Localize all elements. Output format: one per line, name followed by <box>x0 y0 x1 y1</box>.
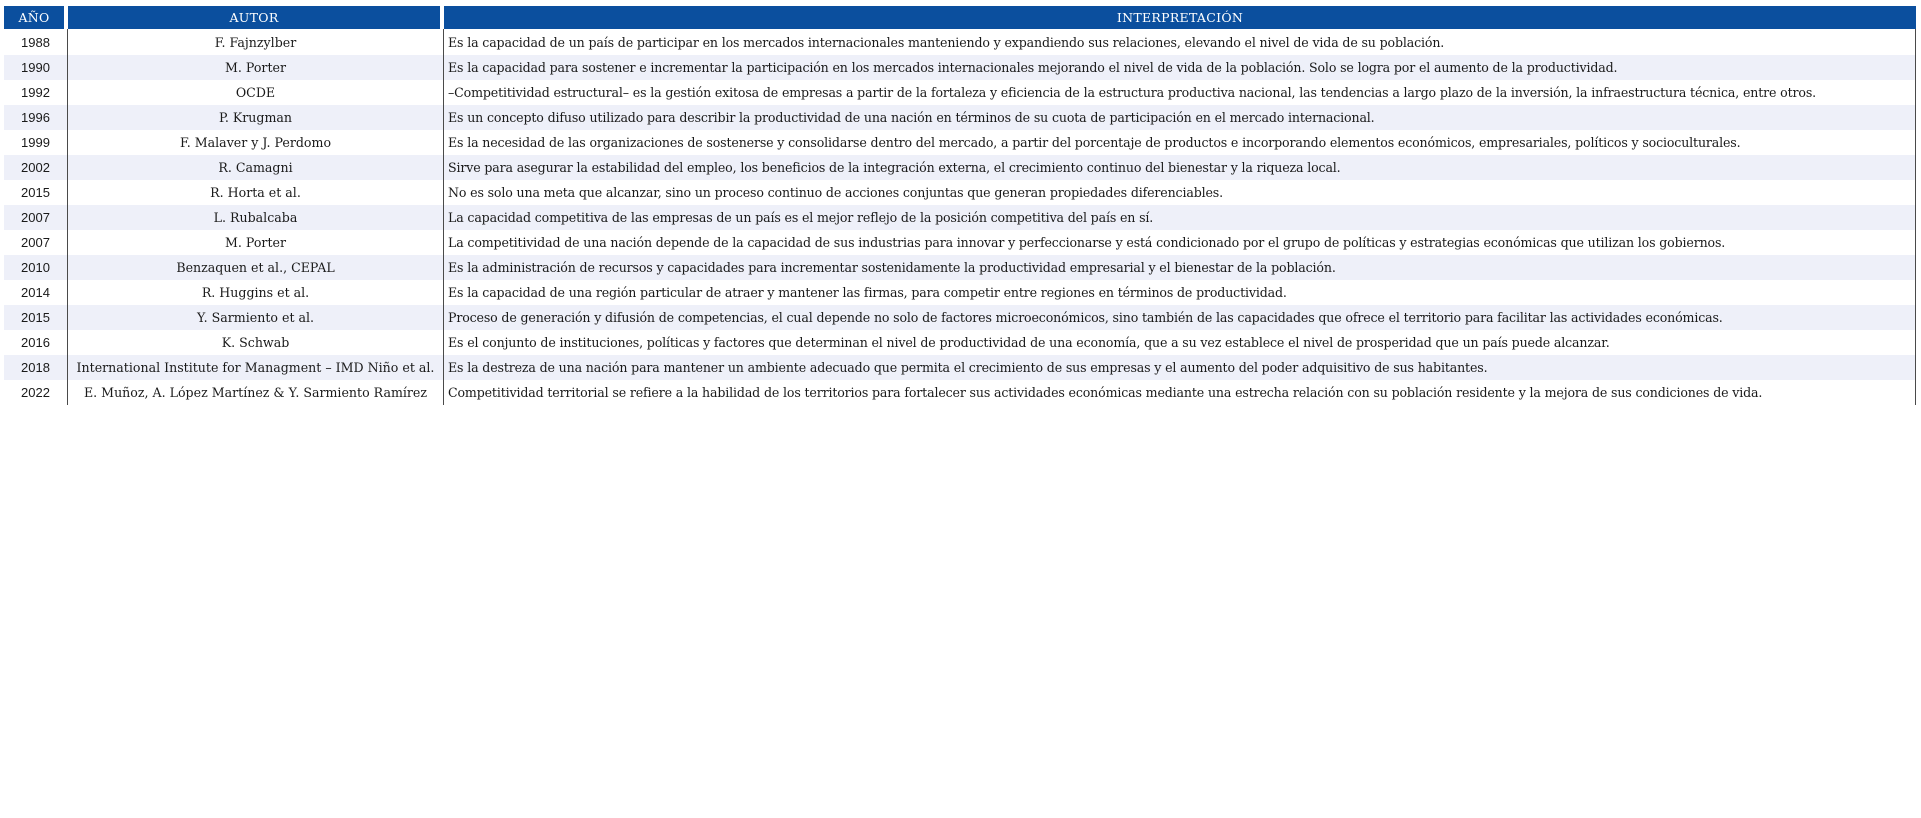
cell-year: 1992 <box>4 80 68 105</box>
cell-interpretation: La capacidad competitiva de las empresas de un país es el mejor reflejo de la posición competitiva del país en sí. <box>444 205 1916 230</box>
cell-interpretation: La competitividad de una nación depende de la capacidad de sus industrias para innovar y perfeccionarse y está condicionado por el grupo de políticas y estrategias económicas que utilizan los gobiernos. <box>444 230 1916 255</box>
table-body <box>4 29 1916 405</box>
table-row <box>4 55 1916 80</box>
cell-year: 2016 <box>4 330 68 355</box>
cell-year: 1999 <box>4 130 68 155</box>
cell-author: Y. Sarmiento et al. <box>68 305 444 330</box>
header-row <box>4 6 1916 29</box>
cell-interpretation: Competitividad territorial se refiere a la habilidad de los territorios para fortalecer sus actividades económicas mediante una estrecha relación con su población residente y la mejora de sus condiciones de vida. <box>444 380 1916 405</box>
cell-year: 1988 <box>4 29 68 55</box>
cell-author: E. Muñoz, A. López Martínez & Y. Sarmiento Ramírez <box>68 380 444 405</box>
competitiveness-definitions-table <box>4 6 1916 405</box>
table-row <box>4 380 1916 405</box>
cell-author: F. Malaver y J. Perdomo <box>68 130 444 155</box>
cell-year: 1990 <box>4 55 68 80</box>
cell-author: P. Krugman <box>68 105 444 130</box>
cell-year: 2002 <box>4 155 68 180</box>
cell-interpretation: No es solo una meta que alcanzar, sino un proceso continuo de acciones conjuntas que generan propiedades diferenciables. <box>444 180 1916 205</box>
cell-author: L. Rubalcaba <box>68 205 444 230</box>
cell-author: R. Huggins et al. <box>68 280 444 305</box>
cell-interpretation: Sirve para asegurar la estabilidad del empleo, los beneficios de la integración externa, el crecimiento continuo del bienestar y la riqueza local. <box>444 155 1916 180</box>
cell-year: 2015 <box>4 305 68 330</box>
table-row <box>4 230 1916 255</box>
header-year: AÑO <box>4 6 68 29</box>
cell-interpretation: Es la capacidad de un país de participar en los mercados internacionales manteniendo y expandiendo sus relaciones, elevando el nivel de vida de su población. <box>444 29 1916 55</box>
cell-interpretation: Proceso de generación y difusión de competencias, el cual depende no solo de factores microeconómicos, sino también de las capacidades que ofrece el territorio para facilitar las actividades económicas. <box>444 305 1916 330</box>
cell-interpretation: Es la administración de recursos y capacidades para incrementar sostenidamente la productividad empresarial y el bienestar de la población. <box>444 255 1916 280</box>
table-row <box>4 205 1916 230</box>
table-row <box>4 305 1916 330</box>
cell-year: 2010 <box>4 255 68 280</box>
cell-year: 2014 <box>4 280 68 305</box>
cell-author: M. Porter <box>68 230 444 255</box>
table-row <box>4 280 1916 305</box>
table-row <box>4 180 1916 205</box>
cell-interpretation: Es la capacidad de una región particular de atraer y mantener las firmas, para competir entre regiones en términos de productividad. <box>444 280 1916 305</box>
cell-author: R. Horta et al. <box>68 180 444 205</box>
cell-year: 1996 <box>4 105 68 130</box>
cell-interpretation: –Competitividad estructural– es la gestión exitosa de empresas a partir de la fortaleza y eficiencia de la estructura productiva nacional, las tendencias a largo plazo de la inversión, la infraestructura técnica, entre otros. <box>444 80 1916 105</box>
definitions-table-container <box>4 6 1916 405</box>
cell-year: 2015 <box>4 180 68 205</box>
table-row <box>4 80 1916 105</box>
header-author: AUTOR <box>68 6 444 29</box>
cell-author: F. Fajnzylber <box>68 29 444 55</box>
header-interpretation: INTERPRETACIÓN <box>444 6 1916 29</box>
cell-interpretation: Es la capacidad para sostener e incrementar la participación en los mercados internacionales mejorando el nivel de vida de la población. Solo se logra por el aumento de la productividad. <box>444 55 1916 80</box>
table-row <box>4 355 1916 380</box>
cell-interpretation: Es la necesidad de las organizaciones de sostenerse y consolidarse dentro del mercado, a partir del porcentaje de productos e incorporando elementos económicos, empresariales, políticos y socioculturales. <box>444 130 1916 155</box>
table-row <box>4 330 1916 355</box>
cell-author: OCDE <box>68 80 444 105</box>
table-row <box>4 29 1916 55</box>
cell-interpretation: Es el conjunto de instituciones, políticas y factores que determinan el nivel de productividad de una economía, que a su vez establece el nivel de prosperidad que un país puede alcanzar. <box>444 330 1916 355</box>
cell-author: K. Schwab <box>68 330 444 355</box>
cell-interpretation: Es la destreza de una nación para mantener un ambiente adecuado que permita el crecimiento de sus empresas y el aumento del poder adquisitivo de sus habitantes. <box>444 355 1916 380</box>
cell-author: M. Porter <box>68 55 444 80</box>
table-row <box>4 255 1916 280</box>
cell-year: 2007 <box>4 205 68 230</box>
table-row <box>4 130 1916 155</box>
cell-year: 2022 <box>4 380 68 405</box>
cell-author: Benzaquen et al., CEPAL <box>68 255 444 280</box>
cell-author: International Institute for Managment – IMD Niño et al. <box>68 355 444 380</box>
table-row <box>4 105 1916 130</box>
cell-year: 2018 <box>4 355 68 380</box>
table-row <box>4 155 1916 180</box>
table-header <box>4 6 1916 29</box>
cell-interpretation: Es un concepto difuso utilizado para describir la productividad de una nación en términos de su cuota de participación en el mercado internacional. <box>444 105 1916 130</box>
cell-author: R. Camagni <box>68 155 444 180</box>
cell-year: 2007 <box>4 230 68 255</box>
